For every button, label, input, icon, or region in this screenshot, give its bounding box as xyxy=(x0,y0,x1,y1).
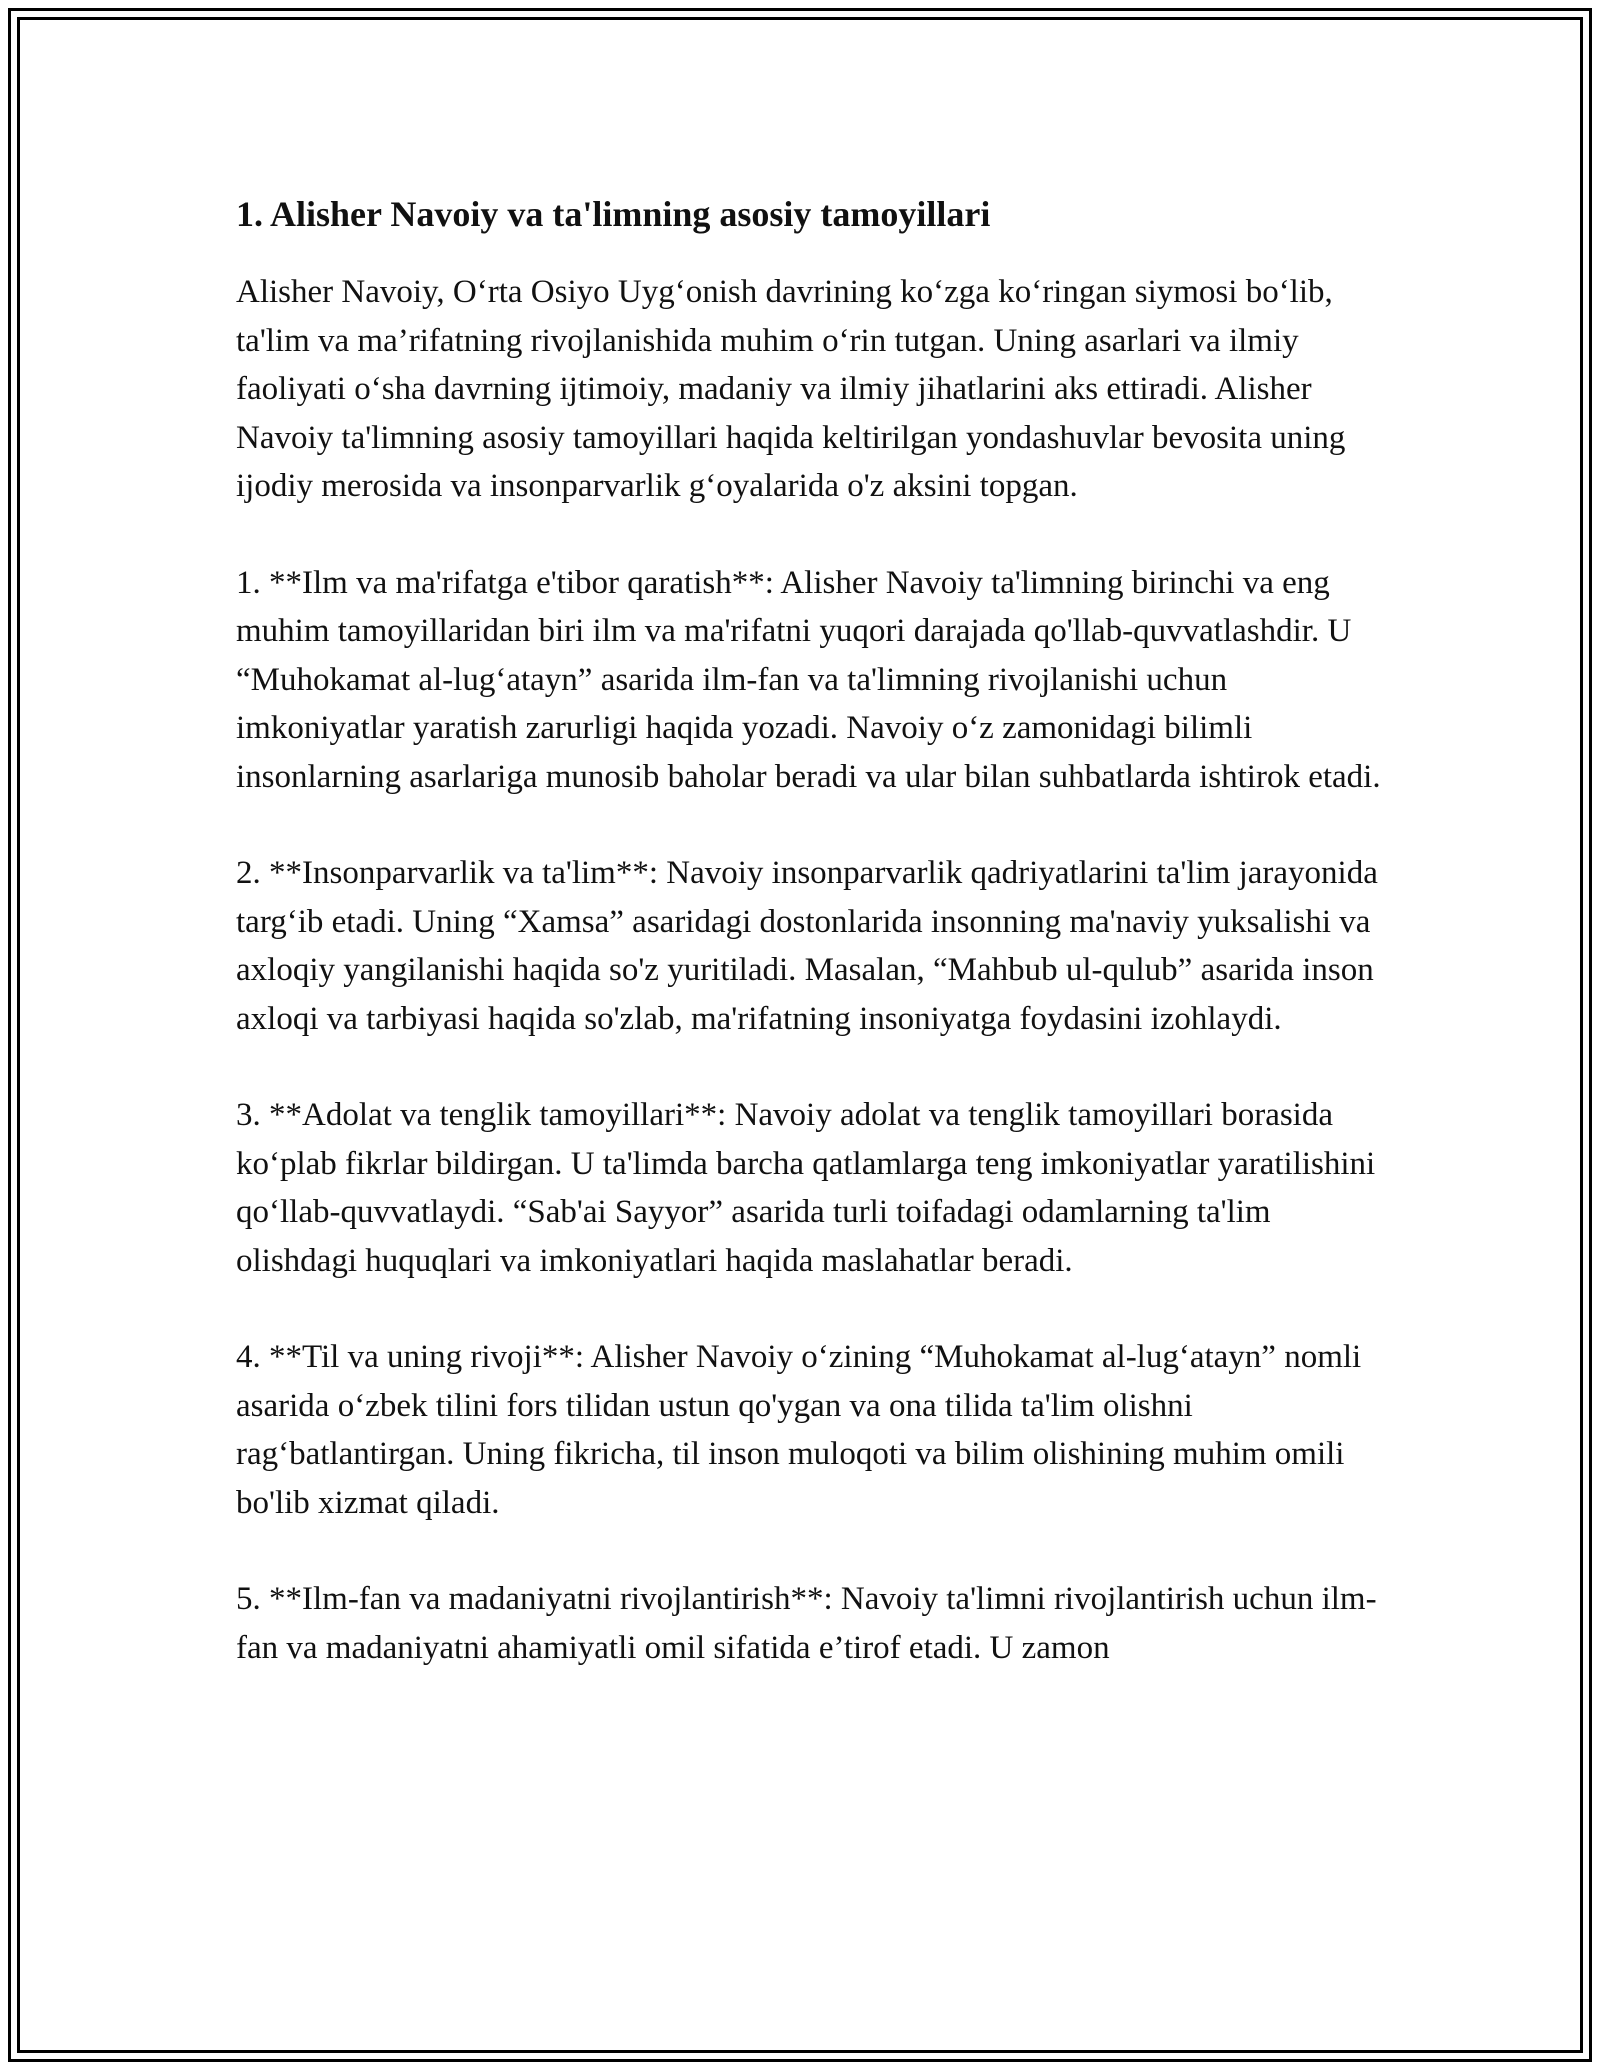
document-body xyxy=(236,190,1386,1720)
list-item-ilm-marifat: 1. **Ilm va ma'rifatga e'tibor qaratish**: Alisher Navoiy ta'limning birinchi va eng muhim tamoyillaridan biri ilm va ma'rifatni yuqori darajada qo'llab-quvvatlashdir. U “Muhokamat al-lug‘atayn” asarida ilm-fan va ta'limning rivojlanishi uchun imkoniyatlar yaratish zarurligi haqida yozadi. Navoiy o‘z zamonidagi bilimli insonlarning asarlariga munosib baholar beradi va ular bilan suhbatlarda ishtirok etadi. xyxy=(236,564,1381,795)
section-heading: 1. Alisher Navoiy va ta'limning asosiy tamoyillari xyxy=(236,194,991,234)
intro-paragraph: Alisher Navoiy, O‘rta Osiyo Uyg‘onish davrining ko‘zga ko‘ringan siymosi bo‘lib, ta'lim va ma’rifatning rivojlanishida muhim o‘rin tutgan. Uning asarlari va ilmiy faoliyati o‘sha davrning ijtimoiy, madaniy va ilmiy jihatlarini aks ettiradi. Alisher Navoiy ta'limning asosiy tamoyillari haqida keltirilgan yondashuvlar bevosita uning ijodiy merosida va insonparvarlik g‘oyalarida o'z aksini topgan. xyxy=(236,274,1346,504)
list-item-adolat-tenglik: 3. **Adolat va tenglik tamoyillari**: Navoiy adolat va tenglik tamoyillari borasida ko‘plab fikrlar bildirgan. U ta'limda barcha qatlamlarga teng imkoniyatlar yaratilishini qo‘llab-quvvatlaydi. “Sab'ai Sayyor” asarida turli toifadagi odamlarning ta'lim olishdagi huquqlari va imkoniyatlari haqida maslahatlar beradi. xyxy=(236,1097,1376,1279)
list-item-insonparvarlik: 2. **Insonparvarlik va ta'lim**: Navoiy insonparvarlik qadriyatlarini ta'lim jarayonida targ‘ib etadi. Uning “Xamsa” asaridagi dostonlarida insonning ma'naviy yuksalishi va axloqiy yangilanishi haqida so'z yuritiladi. Masalan, “Mahbub ul-qulub” asarida inson axloqi va tarbiyasi haqida so'zlab, ma'rifatning insoniyatga foydasini izohlaydi. xyxy=(236,855,1378,1037)
list-item-ilm-fan-madaniyat: 5. **Ilm-fan va madaniyatni rivojlantirish**: Navoiy ta'limni rivojlantirish uchun ilm-fan va madaniyatni ahamiyatli omil sifatida e’tirof etadi. U zamon xyxy=(236,1581,1377,1666)
list-item-til-rivoji: 4. **Til va uning rivoji**: Alisher Navoiy o‘zining “Muhokamat al-lug‘atayn” nomli asarida o‘zbek tilini fors tilidan ustun qo'ygan va ona tilida ta'lim olishni rag‘batlantirgan. Uning fikricha, til inson muloqoti va bilim olishining muhim omili bo'lib xizmat qiladi. xyxy=(236,1339,1362,1521)
